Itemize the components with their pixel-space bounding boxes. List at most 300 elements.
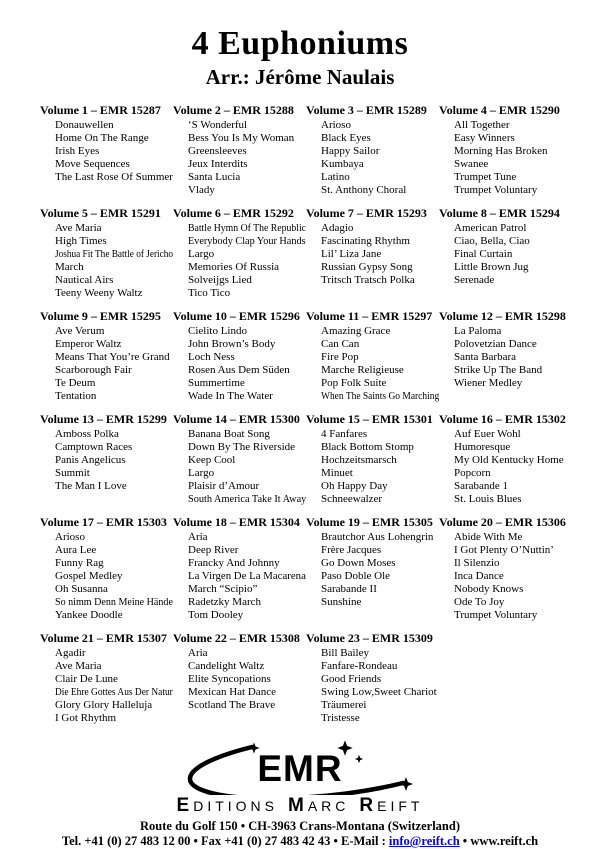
song-item	[188, 184, 306, 197]
song-item	[55, 712, 173, 725]
volume-column	[173, 308, 306, 403]
volume-column	[40, 205, 173, 300]
song-item	[188, 583, 306, 596]
volume-column	[306, 630, 439, 725]
song-title: St. Anthony Choral	[321, 184, 407, 196]
song-item	[188, 325, 306, 338]
song-title: Bess You Is My Woman	[188, 132, 295, 144]
song-item	[188, 119, 306, 132]
volume-column	[306, 102, 439, 197]
song-title: Ave Verum	[55, 325, 105, 337]
song-item	[321, 325, 439, 338]
volume-column	[173, 630, 306, 712]
volume-songs	[439, 222, 572, 287]
song-item	[454, 493, 572, 506]
song-title: Radetzky March	[188, 596, 261, 608]
song-item	[188, 647, 306, 660]
song-item	[321, 261, 439, 274]
song-title: Yankee Doodle	[55, 609, 123, 621]
song-title: Down By The Riverside	[188, 441, 296, 453]
song-item	[321, 377, 439, 390]
song-item	[321, 480, 439, 493]
song-item	[321, 119, 439, 132]
volume-header: Volume 1 – EMR 15287	[40, 103, 161, 117]
song-title: Sunshine	[321, 596, 362, 608]
song-item	[55, 325, 173, 338]
song-item	[55, 544, 173, 557]
song-title: Candelight Waltz	[188, 660, 265, 672]
song-item	[55, 480, 173, 493]
song-title: Ode To Joy	[454, 596, 505, 608]
song-item	[188, 531, 306, 544]
song-title: Arioso	[321, 119, 351, 131]
song-title: Largo	[188, 467, 215, 479]
volume-header: Volume 7 – EMR 15293	[306, 206, 427, 220]
song-title: ‘S Wonderful	[188, 119, 248, 131]
song-item	[454, 184, 572, 197]
song-title: Wiener Medley	[454, 377, 523, 389]
song-item	[321, 248, 439, 261]
volume-header: Volume 18 – EMR 15304	[173, 515, 300, 529]
song-title: The Man I Love	[55, 480, 127, 492]
song-title: Francky And Johnny	[188, 557, 280, 569]
song-title: Joshua Fit The Battle of Jericho	[55, 248, 174, 260]
page-title: 4 Euphoniums	[191, 25, 409, 62]
song-title: Auf Euer Wohl	[454, 428, 521, 440]
song-item	[55, 158, 173, 171]
song-title: Go Down Moses	[321, 557, 396, 569]
song-title: La Paloma	[454, 325, 502, 337]
song-title: Serenade	[454, 274, 495, 286]
volume-songs	[40, 222, 173, 300]
volume-songs	[306, 647, 439, 725]
contact-prefix: Tel. +41 (0) 27 483 12 00 • Fax +41 (0) 27 483 42 43 • E-Mail :	[61, 834, 389, 848]
song-title: Vlady	[188, 184, 215, 196]
song-item	[321, 351, 439, 364]
song-title: I Got Rhythm	[55, 712, 117, 724]
song-item	[55, 454, 173, 467]
song-title: Easy Winners	[454, 132, 515, 144]
song-item	[188, 235, 306, 248]
song-item	[55, 441, 173, 454]
logo-star-icon	[355, 755, 363, 763]
song-item	[454, 325, 572, 338]
song-item	[454, 557, 572, 570]
song-item	[55, 351, 173, 364]
song-title: Rosen Aus Dem Süden	[188, 364, 290, 376]
song-item	[454, 544, 572, 557]
song-item	[188, 673, 306, 686]
volume-header: Volume 21 – EMR 15307	[40, 631, 167, 645]
song-item	[188, 609, 306, 622]
volume-column	[40, 514, 173, 622]
song-item	[55, 274, 173, 287]
song-title: Scotland The Brave	[188, 699, 276, 711]
volume-songs	[40, 325, 173, 403]
song-title: Lil’ Liza Jane	[321, 248, 382, 260]
song-title: Fanfare-Rondeau	[321, 660, 398, 672]
song-item	[454, 274, 572, 287]
volume-songs	[173, 222, 306, 300]
song-title: St. Louis Blues	[454, 493, 522, 505]
song-title: Elite Syncopations	[188, 673, 271, 685]
volume-songs	[306, 325, 439, 403]
song-item	[321, 145, 439, 158]
song-item	[454, 222, 572, 235]
song-item	[188, 480, 306, 493]
catalog	[0, 102, 600, 725]
song-title: Santa Barbara	[454, 351, 516, 363]
song-item	[454, 596, 572, 609]
song-title: Latino	[321, 171, 350, 183]
song-item	[454, 454, 572, 467]
contact-separator: •	[459, 834, 471, 848]
song-item	[321, 338, 439, 351]
volume-column	[173, 205, 306, 300]
song-title: My Old Kentucky Home	[454, 454, 564, 466]
song-item	[188, 364, 306, 377]
song-title: Swanee	[454, 158, 489, 170]
song-item	[188, 428, 306, 441]
logo-wordmark	[0, 797, 600, 815]
volume-column	[439, 514, 572, 622]
volume-header: Volume 19 – EMR 15305	[306, 515, 433, 529]
song-item	[55, 557, 173, 570]
song-item	[55, 338, 173, 351]
song-title: Minuet	[321, 467, 353, 479]
song-title: Summertime	[188, 377, 245, 389]
song-title: Cielito Lindo	[188, 325, 247, 337]
song-item	[188, 570, 306, 583]
song-title: Sarabande II	[321, 583, 377, 595]
volume-header: Volume 3 – EMR 15289	[306, 103, 427, 117]
volume-column	[173, 102, 306, 197]
song-title: Frère Jacques	[321, 544, 382, 556]
volume-column	[439, 102, 572, 197]
song-title: Tristesse	[321, 712, 360, 724]
song-item	[454, 467, 572, 480]
volume-songs	[306, 119, 439, 197]
song-title: Final Curtain	[454, 248, 513, 260]
song-item	[321, 467, 439, 480]
volume-header: Volume 8 – EMR 15294	[439, 206, 560, 220]
song-title: La Virgen De La Macarena	[188, 570, 306, 582]
page-subtitle: Arr.: Jérôme Naulais	[205, 65, 395, 89]
wordmark-word: REIFT	[359, 795, 424, 816]
song-item	[188, 248, 306, 261]
song-title: Santa Lucia	[188, 171, 241, 183]
song-item	[55, 660, 173, 673]
song-item	[55, 261, 173, 274]
song-item	[55, 699, 173, 712]
song-title: Pop Folk Suite	[321, 377, 387, 389]
logo-star-icon	[399, 777, 413, 791]
song-title: Gospel Medley	[55, 570, 123, 582]
song-item	[188, 596, 306, 609]
song-item	[55, 171, 173, 184]
volume-header: Volume 22 – EMR 15308	[173, 631, 300, 645]
song-title: Banana Boat Song	[188, 428, 270, 440]
song-title: Battle Hymn Of The Republic	[188, 222, 306, 234]
song-item	[188, 261, 306, 274]
song-item	[321, 647, 439, 660]
song-title: Die Ehre Gottes Aus Der Natur	[55, 686, 173, 698]
volume-column	[439, 205, 572, 287]
song-item	[321, 235, 439, 248]
address-line: Route du Golf 150 • CH-3963 Crans-Montana (Switzerland)	[140, 819, 460, 833]
song-item	[188, 145, 306, 158]
volume-songs	[306, 428, 439, 506]
volume-column	[306, 308, 439, 403]
song-item	[55, 609, 173, 622]
song-item	[321, 673, 439, 686]
song-item	[454, 261, 572, 274]
volume-songs	[173, 647, 306, 712]
song-title: Amboss Polka	[55, 428, 119, 440]
song-item	[454, 583, 572, 596]
volume-column	[40, 630, 173, 725]
song-item	[321, 570, 439, 583]
song-item	[188, 467, 306, 480]
song-title: Good Friends	[321, 673, 382, 685]
volume-column	[306, 205, 439, 287]
song-title: Glory Glory Halleluja	[55, 699, 153, 711]
song-item	[454, 119, 572, 132]
song-title: So nimm Denn Meine Hände	[55, 596, 173, 608]
song-title: Arioso	[55, 531, 85, 543]
song-item	[321, 171, 439, 184]
song-item	[188, 660, 306, 673]
song-item	[188, 274, 306, 287]
wordmark-word: MARC	[288, 795, 350, 816]
volume-header: Volume 16 – EMR 15302	[439, 412, 566, 426]
song-item	[321, 454, 439, 467]
song-item	[55, 647, 173, 660]
song-title: When The Saints Go Marching	[321, 390, 440, 402]
email-link[interactable]: info@reift.ch	[388, 834, 460, 848]
song-item	[188, 441, 306, 454]
song-title: Humoresque	[454, 441, 511, 453]
song-item	[321, 390, 439, 403]
volume-header: Volume 10 – EMR 15296	[173, 309, 300, 323]
song-item	[454, 351, 572, 364]
song-title: Keep Cool	[188, 454, 236, 466]
song-title: March	[55, 261, 84, 273]
song-title: Panis Angelicus	[55, 454, 126, 466]
song-title: Trumpet Voluntary	[454, 184, 538, 196]
volume-header: Volume 9 – EMR 15295	[40, 309, 161, 323]
song-item	[321, 686, 439, 699]
song-title: Ave Maria	[55, 660, 102, 672]
volume-songs	[306, 531, 439, 609]
song-item	[55, 596, 173, 609]
song-item	[188, 132, 306, 145]
song-item	[188, 390, 306, 403]
wordmark-word: EDITIONS	[176, 795, 278, 816]
song-item	[188, 544, 306, 557]
song-title: Bill Bailey	[321, 647, 369, 659]
song-title: Aura Lee	[55, 544, 97, 556]
song-title: Inca Dance	[454, 570, 504, 582]
song-title: Oh Happy Day	[321, 480, 388, 492]
song-title: Funny Rag	[55, 557, 104, 569]
song-title: Memories Of Russia	[188, 261, 280, 273]
song-title: Trumpet Tune	[454, 171, 517, 183]
song-title: Means That You’re Grand	[55, 351, 170, 363]
song-title: Kumbaya	[321, 158, 364, 170]
song-item	[188, 338, 306, 351]
song-title: Happy Sailor	[321, 145, 380, 157]
song-title: Agadir	[55, 647, 86, 659]
song-item	[55, 390, 173, 403]
song-title: Greensleeves	[188, 145, 247, 157]
song-item	[55, 248, 173, 261]
song-title: Popcorn	[454, 467, 491, 479]
volume-header: Volume 15 – EMR 15301	[306, 412, 433, 426]
song-item	[454, 480, 572, 493]
song-item	[55, 364, 173, 377]
song-item	[454, 171, 572, 184]
volume-songs	[439, 531, 572, 622]
volume-header: Volume 5 – EMR 15291	[40, 206, 161, 220]
song-item	[55, 428, 173, 441]
volume-songs	[439, 428, 572, 506]
song-item	[321, 132, 439, 145]
song-item	[321, 364, 439, 377]
volume-header: Volume 23 – EMR 15309	[306, 631, 433, 645]
song-item	[188, 557, 306, 570]
song-title: Träumerei	[321, 699, 367, 711]
song-item	[188, 287, 306, 300]
song-title: Move Sequences	[55, 158, 130, 170]
song-item	[321, 544, 439, 557]
song-title: Scarborough Fair	[55, 364, 132, 376]
song-item	[321, 274, 439, 287]
song-title: Donauwellen	[55, 119, 114, 131]
song-item	[188, 222, 306, 235]
volume-songs	[439, 119, 572, 197]
song-item	[55, 222, 173, 235]
song-item	[321, 583, 439, 596]
song-item	[321, 428, 439, 441]
song-title: Oh Susanna	[55, 583, 108, 595]
song-item	[55, 119, 173, 132]
song-item	[55, 570, 173, 583]
volume-header: Volume 13 – EMR 15299	[40, 412, 167, 426]
song-title: Polovetzian Dance	[454, 338, 537, 350]
song-title: Mexican Hat Dance	[188, 686, 276, 698]
song-title: Paso Doble Ole	[321, 570, 391, 582]
song-item	[454, 132, 572, 145]
volume-column	[439, 411, 572, 506]
song-title: Irish Eyes	[55, 145, 100, 157]
song-item	[454, 531, 572, 544]
volume-songs	[173, 119, 306, 197]
volume-column	[306, 514, 439, 609]
song-title: Schneewalzer	[321, 493, 383, 505]
song-item	[454, 428, 572, 441]
song-item	[454, 609, 572, 622]
volume-header: Volume 6 – EMR 15292	[173, 206, 294, 220]
song-title: Adagio	[321, 222, 354, 234]
song-title: Loch Ness	[188, 351, 235, 363]
song-title: Hochzeitsmarsch	[321, 454, 397, 466]
volume-header: Volume 14 – EMR 15300	[173, 412, 300, 426]
song-item	[55, 583, 173, 596]
song-item	[454, 248, 572, 261]
song-item	[188, 493, 306, 506]
volume-header: Volume 20 – EMR 15306	[439, 515, 566, 529]
song-title: Trumpet Voluntary	[454, 609, 538, 621]
song-title: Deep River	[188, 544, 239, 556]
song-title: Jeux Interdits	[188, 158, 248, 170]
song-item	[454, 377, 572, 390]
song-title: Te Deum	[55, 377, 96, 389]
song-item	[321, 531, 439, 544]
song-title: Ciao, Bella, Ciao	[454, 235, 530, 247]
volume-songs	[306, 222, 439, 287]
song-title: Abide With Me	[454, 531, 523, 543]
song-item	[454, 235, 572, 248]
song-item	[321, 699, 439, 712]
song-title: American Patrol	[454, 222, 527, 234]
song-title: Tritsch Tratsch Polka	[321, 274, 415, 286]
song-item	[454, 570, 572, 583]
song-title: Tentation	[55, 390, 97, 402]
song-title: Camptown Races	[55, 441, 133, 453]
song-title: Nautical Airs	[55, 274, 114, 286]
song-title: Brautchor Aus Lohengrin	[321, 531, 434, 543]
volume-songs	[40, 531, 173, 622]
song-item	[188, 699, 306, 712]
volume-songs	[40, 428, 173, 493]
song-item	[55, 132, 173, 145]
song-title: Home On The Range	[55, 132, 149, 144]
volume-songs	[40, 119, 173, 184]
logo-text: EMR	[257, 748, 343, 789]
song-item	[321, 596, 439, 609]
volume-songs	[173, 428, 306, 506]
volume-header: Volume 2 – EMR 15288	[173, 103, 294, 117]
song-item	[55, 145, 173, 158]
volume-header: Volume 12 – EMR 15298	[439, 309, 566, 323]
song-title: Everybody Clap Your Hands	[188, 235, 306, 247]
volume-column	[306, 411, 439, 506]
song-title: All Together	[454, 119, 510, 131]
song-title: Black Eyes	[321, 132, 371, 144]
song-title: Nobody Knows	[454, 583, 524, 595]
song-item	[321, 660, 439, 673]
song-title: Emperor Waltz	[55, 338, 122, 350]
song-title: The Last Rose Of Summer	[55, 171, 173, 183]
song-title: Can Can	[321, 338, 360, 350]
song-title: Aria	[188, 647, 208, 659]
song-item	[188, 454, 306, 467]
song-title: Marche Religieuse	[321, 364, 404, 376]
song-title: Plaisir d’Amour	[188, 480, 260, 492]
volume-header: Volume 17 – EMR 15303	[40, 515, 167, 529]
song-title: Fascinating Rhythm	[321, 235, 410, 247]
song-item	[188, 171, 306, 184]
volume-songs	[439, 325, 572, 390]
song-item	[55, 531, 173, 544]
song-title: Teeny Weeny Waltz	[55, 287, 143, 299]
song-title: High Times	[55, 235, 107, 247]
song-title: Summit	[55, 467, 90, 479]
footer	[0, 741, 600, 849]
volume-column	[173, 514, 306, 622]
volume-column	[40, 411, 173, 493]
